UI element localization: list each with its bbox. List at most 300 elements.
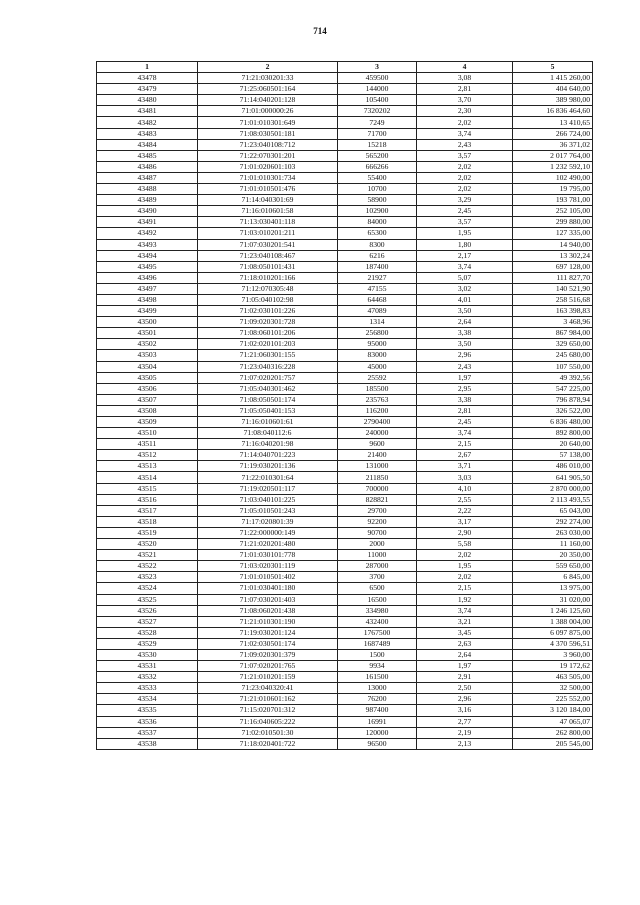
rate-cell: 2,22 xyxy=(417,505,513,516)
value-cell: 31 020,00 xyxy=(513,594,593,605)
rate-cell: 2,02 xyxy=(417,172,513,183)
table-row xyxy=(97,239,593,250)
rate-cell: 2,30 xyxy=(417,106,513,117)
record-id-cell: 43499 xyxy=(97,306,198,317)
value-cell: 3 960,00 xyxy=(513,649,593,660)
value-cell: 1 246 125,60 xyxy=(513,605,593,616)
table-row xyxy=(97,494,593,505)
record-id-cell: 43538 xyxy=(97,738,198,749)
area-cell: 55400 xyxy=(338,172,417,183)
table-row xyxy=(97,394,593,405)
table-row xyxy=(97,572,593,583)
record-id-cell: 43521 xyxy=(97,550,198,561)
area-cell: 2000 xyxy=(338,539,417,550)
rate-cell: 2,64 xyxy=(417,317,513,328)
cadastral-number-cell: 71:02:030101:226 xyxy=(198,306,338,317)
value-cell: 867 984,00 xyxy=(513,328,593,339)
value-cell: 404 640,00 xyxy=(513,84,593,95)
table-row xyxy=(97,694,593,705)
cadastral-number-cell: 71:25:060501:164 xyxy=(198,84,338,95)
cadastral-number-cell: 71:22:000000:149 xyxy=(198,527,338,538)
value-cell: 20 350,00 xyxy=(513,550,593,561)
cadastral-number-cell: 71:07:020201:757 xyxy=(198,372,338,383)
record-id-cell: 43509 xyxy=(97,417,198,428)
cadastral-number-cell: 71:21:010301:190 xyxy=(198,616,338,627)
record-id-cell: 43511 xyxy=(97,439,198,450)
cadastral-number-cell: 71:23:040108:712 xyxy=(198,139,338,150)
area-cell: 10700 xyxy=(338,184,417,195)
value-cell: 47 065,07 xyxy=(513,716,593,727)
table-body xyxy=(97,73,593,750)
record-id-cell: 43480 xyxy=(97,95,198,106)
rate-cell: 1,80 xyxy=(417,239,513,250)
rate-cell: 2,19 xyxy=(417,727,513,738)
value-cell: 19 172,62 xyxy=(513,661,593,672)
area-cell: 25592 xyxy=(338,372,417,383)
table-row xyxy=(97,738,593,749)
value-cell: 193 781,00 xyxy=(513,195,593,206)
cadastral-number-cell: 71:08:050501:174 xyxy=(198,394,338,405)
table-row xyxy=(97,594,593,605)
rate-cell: 4,10 xyxy=(417,483,513,494)
table-row xyxy=(97,683,593,694)
table-row xyxy=(97,272,593,283)
cadastral-number-cell: 71:09:020301:728 xyxy=(198,317,338,328)
rate-cell: 3,03 xyxy=(417,472,513,483)
area-cell: 161500 xyxy=(338,672,417,683)
area-cell: 1314 xyxy=(338,317,417,328)
value-cell: 547 225,00 xyxy=(513,383,593,394)
area-cell: 11000 xyxy=(338,550,417,561)
cadastral-number-cell: 71:02:020101:203 xyxy=(198,339,338,350)
record-id-cell: 43500 xyxy=(97,317,198,328)
rate-cell: 2,02 xyxy=(417,572,513,583)
cadastral-number-cell: 71:14:040701:223 xyxy=(198,450,338,461)
area-cell: 84000 xyxy=(338,217,417,228)
table-row xyxy=(97,250,593,261)
rate-cell: 3,08 xyxy=(417,73,513,84)
area-cell: 21400 xyxy=(338,450,417,461)
cadastral-number-cell: 71:02:010501:30 xyxy=(198,727,338,738)
value-cell: 329 650,00 xyxy=(513,339,593,350)
cadastral-number-cell: 71:08:040112:6 xyxy=(198,428,338,439)
table-row xyxy=(97,616,593,627)
value-cell: 4 370 596,51 xyxy=(513,638,593,649)
rate-cell: 2,81 xyxy=(417,405,513,416)
value-cell: 3 120 184,00 xyxy=(513,705,593,716)
cadastral-number-cell: 71:18:010201:166 xyxy=(198,272,338,283)
table-row xyxy=(97,261,593,272)
cadastral-number-cell: 71:01:010501:402 xyxy=(198,572,338,583)
table-row xyxy=(97,705,593,716)
rate-cell: 2,45 xyxy=(417,206,513,217)
value-cell: 326 522,00 xyxy=(513,405,593,416)
column-header-3: 3 xyxy=(338,62,417,73)
cadastral-number-cell: 71:19:030201:136 xyxy=(198,461,338,472)
area-cell: 90700 xyxy=(338,527,417,538)
value-cell: 1 388 004,00 xyxy=(513,616,593,627)
table-row xyxy=(97,106,593,117)
table-row xyxy=(97,661,593,672)
value-cell: 2 870 000,00 xyxy=(513,483,593,494)
cadastral-number-cell: 71:14:040201:128 xyxy=(198,95,338,106)
area-cell: 76200 xyxy=(338,694,417,705)
cadastral-number-cell: 71:07:020201:765 xyxy=(198,661,338,672)
rate-cell: 3,74 xyxy=(417,605,513,616)
table-row xyxy=(97,350,593,361)
area-cell: 666266 xyxy=(338,161,417,172)
table-row xyxy=(97,128,593,139)
table-row xyxy=(97,672,593,683)
cadastral-number-cell: 71:21:020201:480 xyxy=(198,539,338,550)
cadastral-number-cell: 71:21:010201:159 xyxy=(198,672,338,683)
area-cell: 987400 xyxy=(338,705,417,716)
table-row xyxy=(97,283,593,294)
area-cell: 15218 xyxy=(338,139,417,150)
value-cell: 262 800,00 xyxy=(513,727,593,738)
area-cell: 565200 xyxy=(338,150,417,161)
value-cell: 263 030,00 xyxy=(513,527,593,538)
value-cell: 36 371,02 xyxy=(513,139,593,150)
table-row xyxy=(97,627,593,638)
record-id-cell: 43518 xyxy=(97,516,198,527)
record-id-cell: 43529 xyxy=(97,638,198,649)
value-cell: 641 905,50 xyxy=(513,472,593,483)
rate-cell: 2,02 xyxy=(417,184,513,195)
cadastral-number-cell: 71:18:020401:722 xyxy=(198,738,338,749)
value-cell: 892 800,00 xyxy=(513,428,593,439)
cadastral-number-cell: 71:05:040301:462 xyxy=(198,383,338,394)
area-cell: 58900 xyxy=(338,195,417,206)
area-cell: 105400 xyxy=(338,95,417,106)
area-cell: 7249 xyxy=(338,117,417,128)
cadastral-number-cell: 71:03:040101:225 xyxy=(198,494,338,505)
value-cell: 559 650,00 xyxy=(513,561,593,572)
cadastral-number-cell: 71:01:010301:649 xyxy=(198,117,338,128)
value-cell: 127 335,00 xyxy=(513,228,593,239)
area-cell: 47155 xyxy=(338,283,417,294)
rate-cell: 2,90 xyxy=(417,527,513,538)
rate-cell: 2,95 xyxy=(417,383,513,394)
record-id-cell: 43530 xyxy=(97,649,198,660)
table-row xyxy=(97,184,593,195)
rate-cell: 3,38 xyxy=(417,328,513,339)
table-row xyxy=(97,139,593,150)
rate-cell: 2,67 xyxy=(417,450,513,461)
area-cell: 1767500 xyxy=(338,627,417,638)
value-cell: 299 880,00 xyxy=(513,217,593,228)
record-id-cell: 43517 xyxy=(97,505,198,516)
cadastral-number-cell: 71:08:060101:206 xyxy=(198,328,338,339)
area-cell: 235763 xyxy=(338,394,417,405)
rate-cell: 2,43 xyxy=(417,361,513,372)
cadastral-number-cell: 71:01:030101:778 xyxy=(198,550,338,561)
area-cell: 187400 xyxy=(338,261,417,272)
value-cell: 2 017 764,00 xyxy=(513,150,593,161)
cadastral-number-cell: 71:14:040301:69 xyxy=(198,195,338,206)
area-cell: 9934 xyxy=(338,661,417,672)
table-row xyxy=(97,161,593,172)
table-row xyxy=(97,195,593,206)
record-id-cell: 43488 xyxy=(97,184,198,195)
record-id-cell: 43523 xyxy=(97,572,198,583)
area-cell: 45000 xyxy=(338,361,417,372)
cadastral-number-cell: 71:07:030201:541 xyxy=(198,239,338,250)
table-row xyxy=(97,439,593,450)
rate-cell: 2,50 xyxy=(417,683,513,694)
page-number: 714 xyxy=(313,26,327,36)
rate-cell: 3,02 xyxy=(417,283,513,294)
record-id-cell: 43527 xyxy=(97,616,198,627)
table-row xyxy=(97,95,593,106)
value-cell: 163 398,83 xyxy=(513,306,593,317)
rate-cell: 3,74 xyxy=(417,128,513,139)
cadastral-number-cell: 71:16:010601:61 xyxy=(198,417,338,428)
rate-cell: 2,02 xyxy=(417,161,513,172)
record-id-cell: 43481 xyxy=(97,106,198,117)
table-row xyxy=(97,328,593,339)
record-id-cell: 43516 xyxy=(97,494,198,505)
value-cell: 49 392,56 xyxy=(513,372,593,383)
record-id-cell: 43526 xyxy=(97,605,198,616)
record-id-cell: 43496 xyxy=(97,272,198,283)
rate-cell: 5,07 xyxy=(417,272,513,283)
record-id-cell: 43507 xyxy=(97,394,198,405)
value-cell: 107 550,00 xyxy=(513,361,593,372)
table-row xyxy=(97,649,593,660)
cadastral-number-cell: 71:05:010501:243 xyxy=(198,505,338,516)
area-cell: 16991 xyxy=(338,716,417,727)
rate-cell: 3,70 xyxy=(417,95,513,106)
area-cell: 102900 xyxy=(338,206,417,217)
rate-cell: 2,96 xyxy=(417,694,513,705)
cadastral-number-cell: 71:23:040108:467 xyxy=(198,250,338,261)
cadastral-number-cell: 71:19:030201:124 xyxy=(198,627,338,638)
table-row xyxy=(97,73,593,84)
table-row xyxy=(97,428,593,439)
area-cell: 92200 xyxy=(338,516,417,527)
rate-cell: 2,91 xyxy=(417,672,513,683)
value-cell: 13 302,24 xyxy=(513,250,593,261)
record-id-cell: 43522 xyxy=(97,561,198,572)
record-id-cell: 43520 xyxy=(97,539,198,550)
rate-cell: 1,97 xyxy=(417,372,513,383)
rate-cell: 3,50 xyxy=(417,339,513,350)
record-id-cell: 43479 xyxy=(97,84,198,95)
record-id-cell: 43534 xyxy=(97,694,198,705)
record-id-cell: 43525 xyxy=(97,594,198,605)
value-cell: 140 521,90 xyxy=(513,283,593,294)
table-row xyxy=(97,472,593,483)
table-row xyxy=(97,527,593,538)
table-row xyxy=(97,383,593,394)
cadastral-number-cell: 71:23:040320:41 xyxy=(198,683,338,694)
rate-cell: 2,02 xyxy=(417,117,513,128)
value-cell: 2 113 493,55 xyxy=(513,494,593,505)
table-row xyxy=(97,339,593,350)
area-cell: 287000 xyxy=(338,561,417,572)
record-id-cell: 43531 xyxy=(97,661,198,672)
cadastral-number-cell: 71:01:010501:476 xyxy=(198,184,338,195)
record-id-cell: 43536 xyxy=(97,716,198,727)
area-cell: 120000 xyxy=(338,727,417,738)
cadastral-number-cell: 71:08:030501:181 xyxy=(198,128,338,139)
rate-cell: 2,43 xyxy=(417,139,513,150)
rate-cell: 2,15 xyxy=(417,583,513,594)
area-cell: 16500 xyxy=(338,594,417,605)
record-id-cell: 43485 xyxy=(97,150,198,161)
cadastral-number-cell: 71:22:010301:64 xyxy=(198,472,338,483)
area-cell: 6216 xyxy=(338,250,417,261)
record-id-cell: 43487 xyxy=(97,172,198,183)
cadastral-number-cell: 71:19:020501:117 xyxy=(198,483,338,494)
area-cell: 65300 xyxy=(338,228,417,239)
data-table xyxy=(96,61,593,750)
value-cell: 697 128,00 xyxy=(513,261,593,272)
cadastral-number-cell: 71:01:010301:734 xyxy=(198,172,338,183)
area-cell: 185500 xyxy=(338,383,417,394)
table-row xyxy=(97,206,593,217)
rate-cell: 2,81 xyxy=(417,84,513,95)
cadastral-number-cell: 71:12:070305:48 xyxy=(198,283,338,294)
table-header xyxy=(97,62,593,73)
value-cell: 111 827,70 xyxy=(513,272,593,283)
record-id-cell: 43514 xyxy=(97,472,198,483)
cadastral-number-cell: 71:21:010601:162 xyxy=(198,694,338,705)
table-row xyxy=(97,405,593,416)
table-row xyxy=(97,605,593,616)
cadastral-number-cell: 71:05:040102:98 xyxy=(198,294,338,305)
record-id-cell: 43486 xyxy=(97,161,198,172)
value-cell: 486 010,00 xyxy=(513,461,593,472)
table-row xyxy=(97,372,593,383)
record-id-cell: 43484 xyxy=(97,139,198,150)
value-cell: 3 468,96 xyxy=(513,317,593,328)
area-cell: 7320202 xyxy=(338,106,417,117)
rate-cell: 2,77 xyxy=(417,716,513,727)
rate-cell: 2,64 xyxy=(417,649,513,660)
area-cell: 83000 xyxy=(338,350,417,361)
record-id-cell: 43524 xyxy=(97,583,198,594)
value-cell: 463 505,00 xyxy=(513,672,593,683)
cadastral-number-cell: 71:08:050101:431 xyxy=(198,261,338,272)
area-cell: 6500 xyxy=(338,583,417,594)
area-cell: 9600 xyxy=(338,439,417,450)
area-cell: 3700 xyxy=(338,572,417,583)
area-cell: 13000 xyxy=(338,683,417,694)
table-row xyxy=(97,561,593,572)
rate-cell: 3,21 xyxy=(417,616,513,627)
cadastral-number-cell: 71:08:060201:438 xyxy=(198,605,338,616)
value-cell: 13 975,00 xyxy=(513,583,593,594)
rate-cell: 3,74 xyxy=(417,428,513,439)
cadastral-number-cell: 71:16:040605:222 xyxy=(198,716,338,727)
rate-cell: 2,45 xyxy=(417,417,513,428)
rate-cell: 3,71 xyxy=(417,461,513,472)
value-cell: 11 160,00 xyxy=(513,539,593,550)
table-row xyxy=(97,317,593,328)
value-cell: 102 490,00 xyxy=(513,172,593,183)
area-cell: 29700 xyxy=(338,505,417,516)
record-id-cell: 43533 xyxy=(97,683,198,694)
table-row xyxy=(97,727,593,738)
header-row xyxy=(97,62,593,73)
rate-cell: 1,92 xyxy=(417,594,513,605)
record-id-cell: 43515 xyxy=(97,483,198,494)
table-row xyxy=(97,450,593,461)
area-cell: 71700 xyxy=(338,128,417,139)
record-id-cell: 43508 xyxy=(97,405,198,416)
table-row xyxy=(97,84,593,95)
area-cell: 240000 xyxy=(338,428,417,439)
column-header-2: 2 xyxy=(198,62,338,73)
rate-cell: 3,45 xyxy=(417,627,513,638)
area-cell: 256800 xyxy=(338,328,417,339)
record-id-cell: 43528 xyxy=(97,627,198,638)
area-cell: 700000 xyxy=(338,483,417,494)
table-row xyxy=(97,417,593,428)
value-cell: 245 680,00 xyxy=(513,350,593,361)
value-cell: 6 836 480,00 xyxy=(513,417,593,428)
record-id-cell: 43482 xyxy=(97,117,198,128)
value-cell: 389 980,00 xyxy=(513,95,593,106)
cadastral-number-cell: 71:23:040316:228 xyxy=(198,361,338,372)
table-row xyxy=(97,638,593,649)
record-id-cell: 43501 xyxy=(97,328,198,339)
area-cell: 47089 xyxy=(338,306,417,317)
cadastral-number-cell: 71:07:030201:403 xyxy=(198,594,338,605)
area-cell: 1687489 xyxy=(338,638,417,649)
area-cell: 131000 xyxy=(338,461,417,472)
column-header-4: 4 xyxy=(417,62,513,73)
table-row xyxy=(97,461,593,472)
record-id-cell: 43510 xyxy=(97,428,198,439)
table-row xyxy=(97,539,593,550)
rate-cell: 2,96 xyxy=(417,350,513,361)
record-id-cell: 43505 xyxy=(97,372,198,383)
rate-cell: 3,74 xyxy=(417,261,513,272)
record-id-cell: 43493 xyxy=(97,239,198,250)
table-row xyxy=(97,150,593,161)
area-cell: 211850 xyxy=(338,472,417,483)
rate-cell: 3,57 xyxy=(417,217,513,228)
table-row xyxy=(97,217,593,228)
rate-cell: 3,29 xyxy=(417,195,513,206)
column-header-1: 1 xyxy=(97,62,198,73)
value-cell: 225 552,00 xyxy=(513,694,593,705)
record-id-cell: 43504 xyxy=(97,361,198,372)
record-id-cell: 43502 xyxy=(97,339,198,350)
cadastral-number-cell: 71:01:000000:26 xyxy=(198,106,338,117)
record-id-cell: 43519 xyxy=(97,527,198,538)
table-row xyxy=(97,306,593,317)
cadastral-number-cell: 71:16:040201:98 xyxy=(198,439,338,450)
record-id-cell: 43512 xyxy=(97,450,198,461)
record-id-cell: 43495 xyxy=(97,261,198,272)
record-id-cell: 43498 xyxy=(97,294,198,305)
cadastral-number-cell: 71:17:020801:39 xyxy=(198,516,338,527)
cadastral-number-cell: 71:21:060301:155 xyxy=(198,350,338,361)
value-cell: 16 836 464,60 xyxy=(513,106,593,117)
area-cell: 2790400 xyxy=(338,417,417,428)
rate-cell: 2,63 xyxy=(417,638,513,649)
cadastral-number-cell: 71:01:020601:103 xyxy=(198,161,338,172)
record-id-cell: 43503 xyxy=(97,350,198,361)
cadastral-number-cell: 71:02:030501:174 xyxy=(198,638,338,649)
value-cell: 1 232 592,10 xyxy=(513,161,593,172)
value-cell: 32 500,00 xyxy=(513,683,593,694)
record-id-cell: 43478 xyxy=(97,73,198,84)
